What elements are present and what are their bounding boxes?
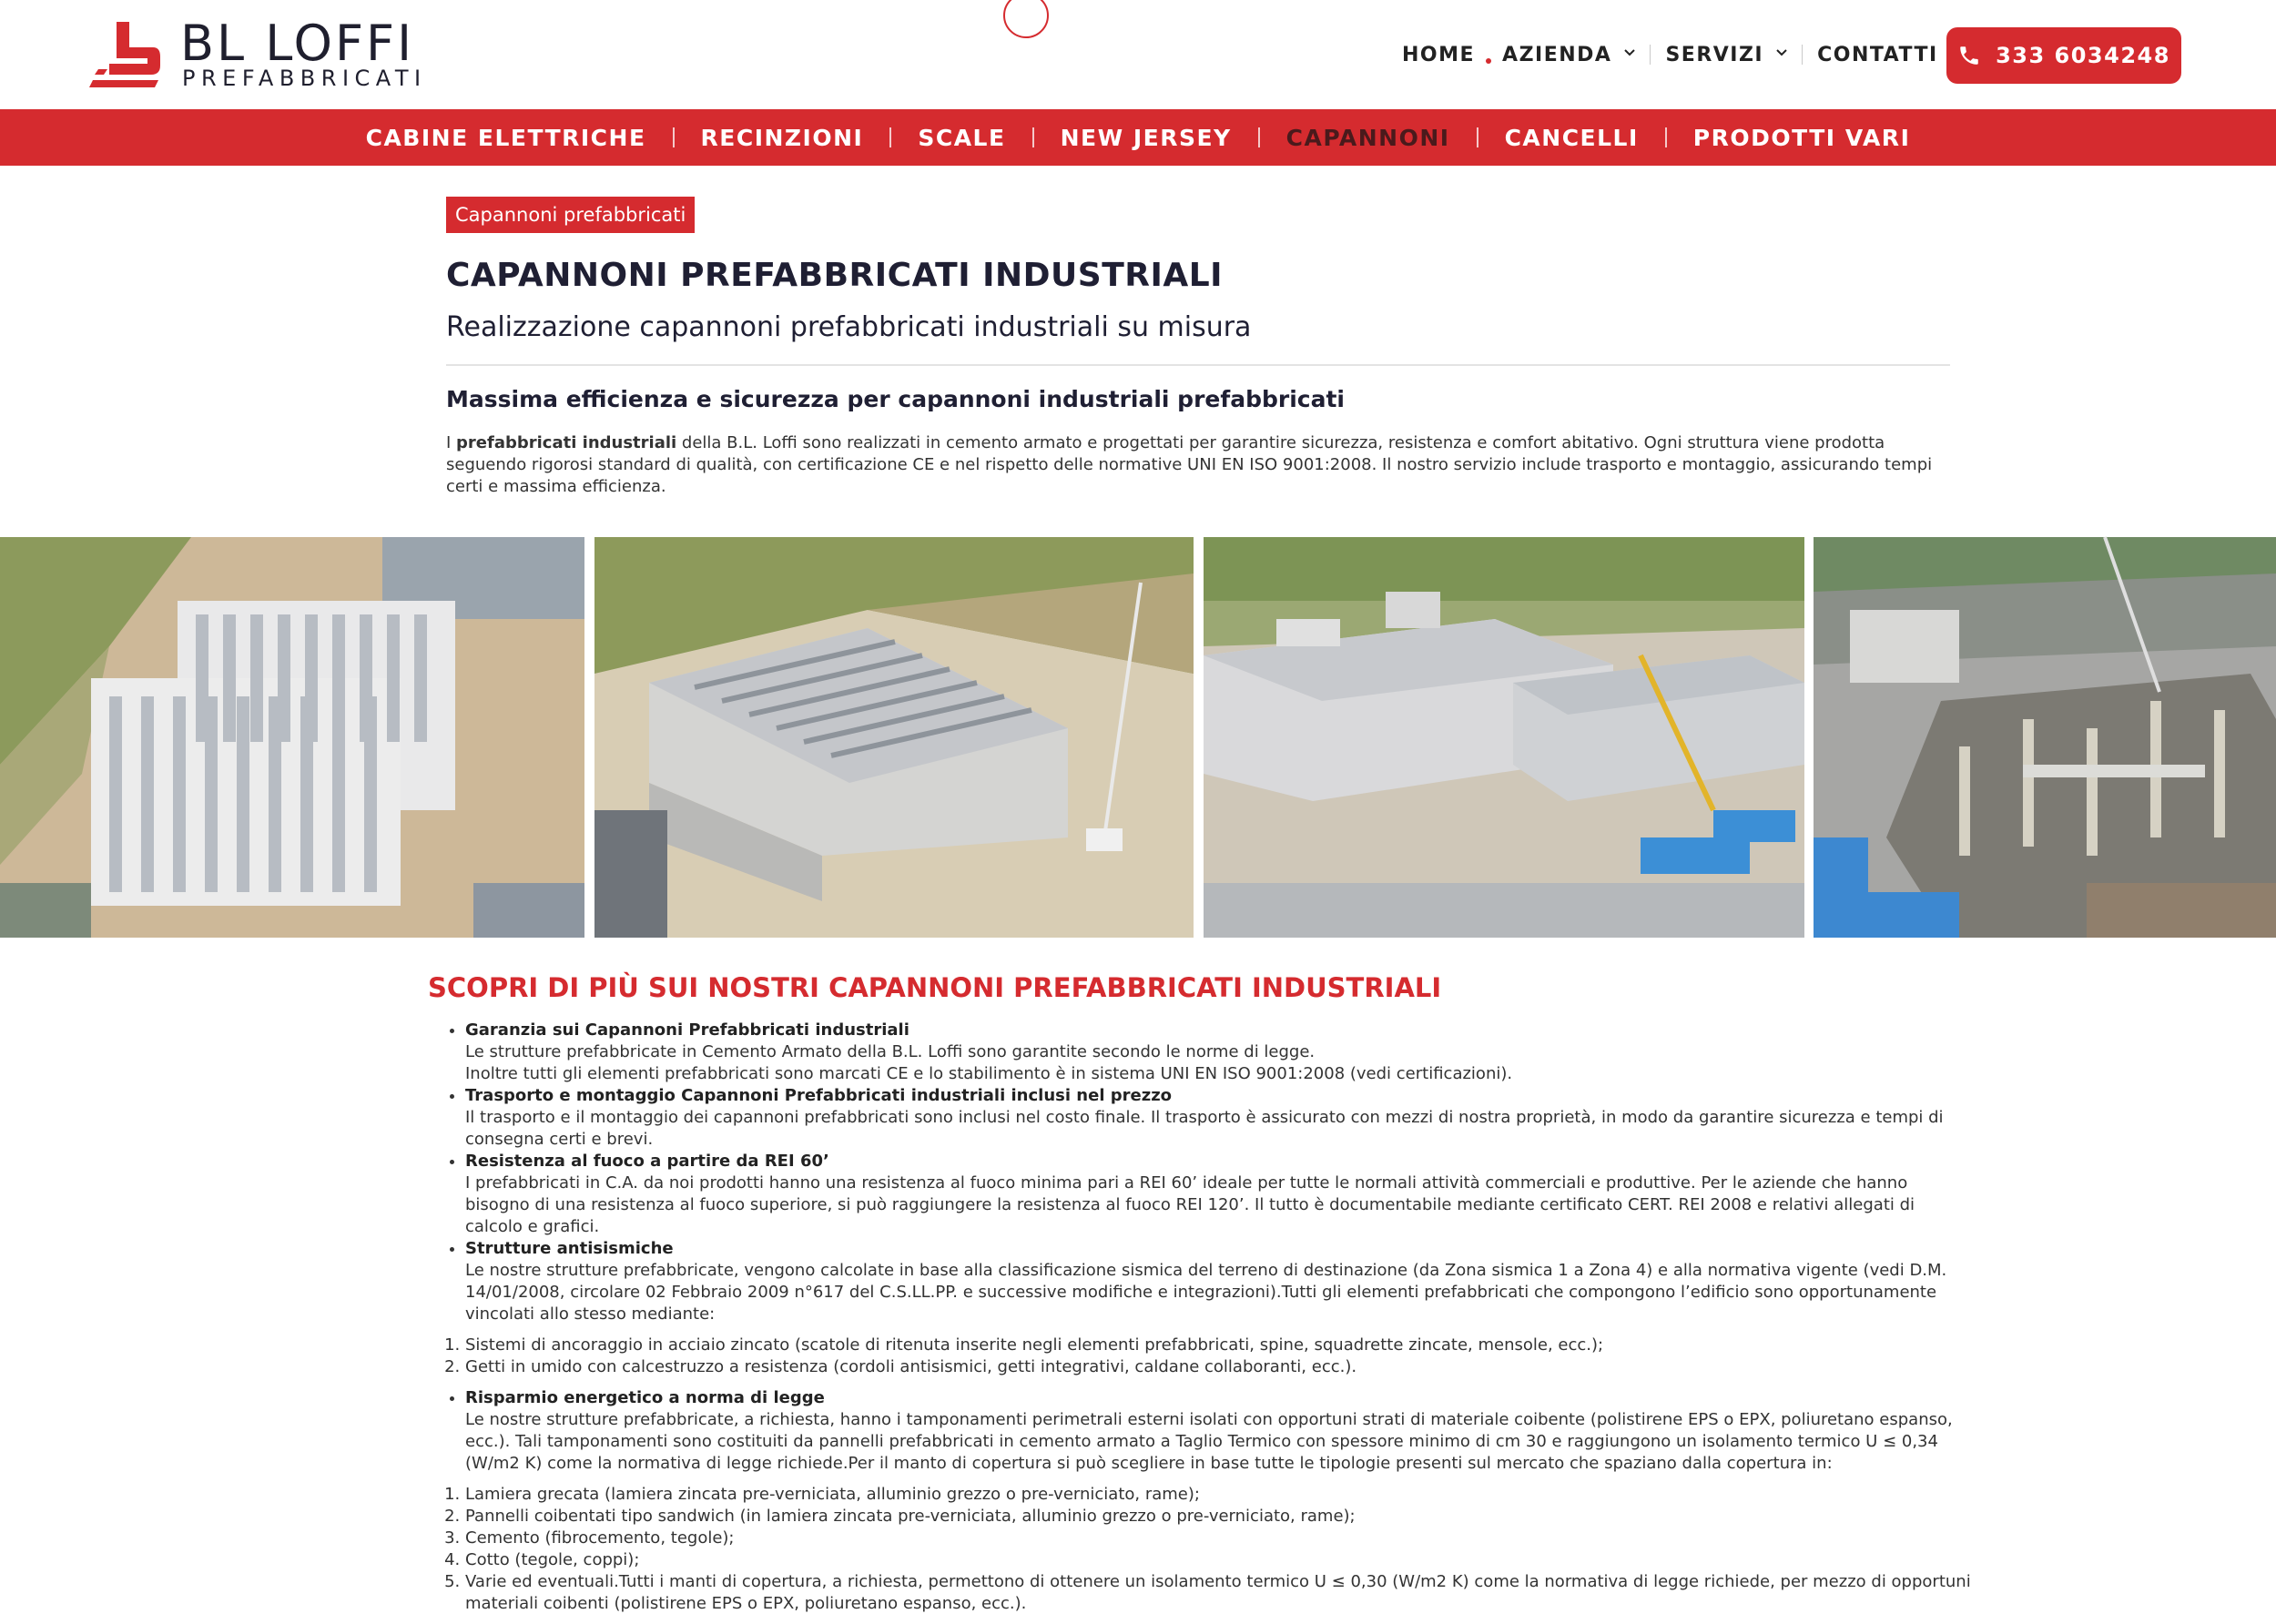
roofing-item: 1. Lamiera grecata (lamiera zincata pre-verniciata, alluminio grezzo o pre-verniciato, rame); (465, 1484, 1976, 1506)
category-link-new-jersey[interactable]: NEW JERSEY (1060, 124, 1232, 151)
photo-1-image (0, 537, 584, 938)
category-separator (1258, 127, 1260, 147)
main-nav (1402, 36, 1938, 73)
feature-text: Il trasporto e il montaggio dei capannoni prefabbricati sono inclusi nel costo finale. Il trasporto è assicurato con mezzi di nostra proprietà, in modo da garantire sicurezza e tempi di consegna certi e brevi. (465, 1108, 1944, 1149)
chevron-down-icon (1624, 47, 1635, 58)
roofing-item: 2. Pannelli coibentati tipo sandwich (in lamiera zincata pre-verniciata, alluminio grezzo o pre-verniciato, rame); (465, 1506, 1976, 1528)
logo-mark-icon (89, 20, 164, 89)
category-link-scale[interactable]: SCALE (918, 124, 1006, 151)
phone-icon (1957, 44, 1981, 67)
category-separator (1665, 127, 1667, 147)
category-badge[interactable]: Capannoni prefabbricati (446, 197, 695, 233)
nav-home-label: HOME (1402, 43, 1476, 66)
nav-contatti-label: CONTATTI (1817, 43, 1938, 66)
gallery-photo-1[interactable] (0, 537, 584, 938)
divider (446, 364, 1950, 366)
feature-text: Inoltre tutti gli elementi prefabbricati sono marcati CE e lo stabilimento è in sistema UNI EN ISO 9001:2008 (vedi certificazioni). (465, 1064, 1513, 1083)
section-title: Massima efficienza e sicurezza per capannoni industriali prefabbricati (446, 386, 1345, 412)
feature-item (465, 1387, 1976, 1475)
features-list (446, 1020, 1976, 1325)
nav-separator (1802, 45, 1803, 65)
details-heading: SCOPRI DI PIÙ SUI NOSTRI CAPANNONI PREFABBRICATI INDUSTRIALI (428, 972, 1442, 1003)
nav-azienda[interactable] (1502, 44, 1635, 66)
feature-title: Resistenza al fuoco a partire da REI 60’ (465, 1152, 829, 1171)
feature-text: Le nostre strutture prefabbricate, vengono calcolate in base alla classificazione sismica del terreno di destinazione (da Zona sismica 1 a Zona 4) e alla normativa vigente (vedi D.M. 14/01/2008, circolare 02 Febbraio 2009 n°617 del C.S.LL.PP. e successive modifiche e integrazioni).Tutti gli elementi prefabbricati che compongono l’edificio sono opportunamente vincolati allo stesso mediante: (465, 1261, 1947, 1324)
intro-text-bold: prefabbricati industriali (456, 433, 677, 452)
site-header (0, 0, 2276, 109)
logo-subtitle: PREFABBRICATI (182, 66, 427, 91)
anchoring-item: 2. Getti in umido con calcestruzzo a resistenza (cordoli antisismici, getti integrativi, caldane collaboranti, ecc.). (465, 1356, 1976, 1378)
logo-name: BL LOFFI (180, 15, 415, 72)
feature-text: I prefabbricati in C.A. da noi prodotti hanno una resistenza al fuoco minima pari a REI 60’ ideale per tutte le normali attività commerciali e produttive. Per le aziende che hanno bisogno di una resistenza al fuoco superiore, si può raggiungere la resistenza al fuoco REI 120’. Il tutto è documentabile mediante certificato CERT. REI 2008 e relativi allegati di calcolo e grafici. (465, 1173, 1915, 1236)
roofing-list (446, 1484, 1976, 1615)
features-list-2 (446, 1387, 1976, 1475)
nav-azienda-label: AZIENDA (1502, 43, 1612, 66)
nav-servizi[interactable] (1665, 44, 1787, 66)
feature-item (465, 1151, 1976, 1238)
photo-3-image (1204, 537, 1804, 938)
roofing-item: 3. Cemento (fibrocemento, tegole); (465, 1528, 1976, 1549)
category-separator (889, 127, 891, 147)
roofing-item: 4. Cotto (tegole, coppi); (465, 1549, 1976, 1571)
chevron-down-icon (1776, 47, 1787, 58)
page-title: CAPANNONI PREFABBRICATI INDUSTRIALI (446, 257, 1224, 294)
anchoring-item: 1. Sistemi di ancoraggio in acciaio zincato (scatole di ritenuta inserite negli elementi prefabbricati, spine, squadrette zincate, mensole, ecc.); (465, 1335, 1976, 1356)
loading-ring-icon (1003, 0, 1049, 38)
feature-title: Garanzia sui Capannoni Prefabbricati industriali (465, 1020, 909, 1040)
feature-title: Trasporto e montaggio Capannoni Prefabbricati industriali inclusi nel prezzo (465, 1086, 1173, 1105)
site-logo[interactable] (89, 15, 427, 91)
category-link-recinzioni[interactable]: RECINZIONI (700, 124, 864, 151)
category-link-prodotti-vari[interactable]: PRODOTTI VARI (1692, 124, 1911, 151)
feature-text: Le strutture prefabbricate in Cemento Armato della B.L. Loffi sono garantite secondo le norme di legge. (465, 1042, 1316, 1061)
details-section (446, 1020, 1976, 1624)
nav-active-dot (1486, 58, 1491, 64)
nav-servizi-label: SERVIZI (1665, 43, 1764, 66)
roofing-item: 5. Varie ed eventuali.Tutti i manti di copertura, a richiesta, permettono di ottenere un isolamento termico U ≤ 0,30 (W/m2 K) come la normativa di legge richiede, per mezzo di opportuni materiali coibenti (polistirene EPS o EPX, poliuretano espanso, ecc.). (465, 1571, 1976, 1615)
category-link-cabine-elettriche[interactable]: CABINE ELETTRICHE (365, 124, 646, 151)
gallery-photo-3[interactable] (1204, 537, 1804, 938)
category-link-cancelli[interactable]: CANCELLI (1504, 124, 1639, 151)
anchoring-list (446, 1335, 1976, 1378)
intro-paragraph (446, 432, 1957, 498)
page-subtitle: Realizzazione capannoni prefabbricati industriali su misura (446, 311, 1252, 343)
feature-item (465, 1020, 1976, 1085)
photo-4-image (1814, 537, 2276, 938)
nav-home[interactable] (1402, 44, 1475, 66)
photo-2-image (594, 537, 1194, 938)
category-separator (1032, 127, 1034, 147)
gallery-photo-2[interactable] (594, 537, 1194, 938)
nav-separator (1650, 45, 1651, 65)
feature-item (465, 1085, 1976, 1151)
feature-title: Risparmio energetico a norma di legge (465, 1388, 825, 1407)
category-separator (1477, 127, 1478, 147)
phone-number: 333 6034248 (1996, 43, 2170, 68)
feature-item (465, 1238, 1976, 1325)
phone-button[interactable] (1946, 27, 2181, 84)
category-link-capannoni[interactable]: CAPANNONI (1285, 124, 1450, 151)
nav-contatti[interactable] (1817, 44, 1938, 66)
intro-text-rest: della B.L. Loffi sono realizzati in cemento armato e progettati per garantire sicurezza, resistenza e comfort abitativo. Ogni struttura viene prodotta seguendo rigorosi standard di qualità, con certificazione CE e nel rispetto delle normative UNI EN ISO 9001:2008. Il nostro servizio include trasporto e montaggio, assicurando tempi certi e massima efficienza. (446, 433, 1933, 496)
category-bar (0, 109, 2276, 166)
intro-text-start: I (446, 433, 457, 452)
gallery-photo-4[interactable] (1814, 537, 2276, 938)
feature-title: Strutture antisismiche (465, 1239, 674, 1258)
category-separator (673, 127, 675, 147)
feature-text: Le nostre strutture prefabbricate, a richiesta, hanno i tamponamenti perimetrali esterni isolati con opportuni strati di materiale coibente (polistirene EPS o EPX, poliuretano espanso, ecc.). Tali tamponamenti sono costituiti da pannelli prefabbricati in cemento armato a Taglio Termico con spessore minimo di cm 30 e raggiungono un isolamento termico U ≤ 0,34 (W/m2 K) come la normativa di legge richiede.Per il manto di copertura si può scegliere in base tutte le tipologie presenti sul mercato che spaziano dalla copertura in: (465, 1410, 1953, 1473)
